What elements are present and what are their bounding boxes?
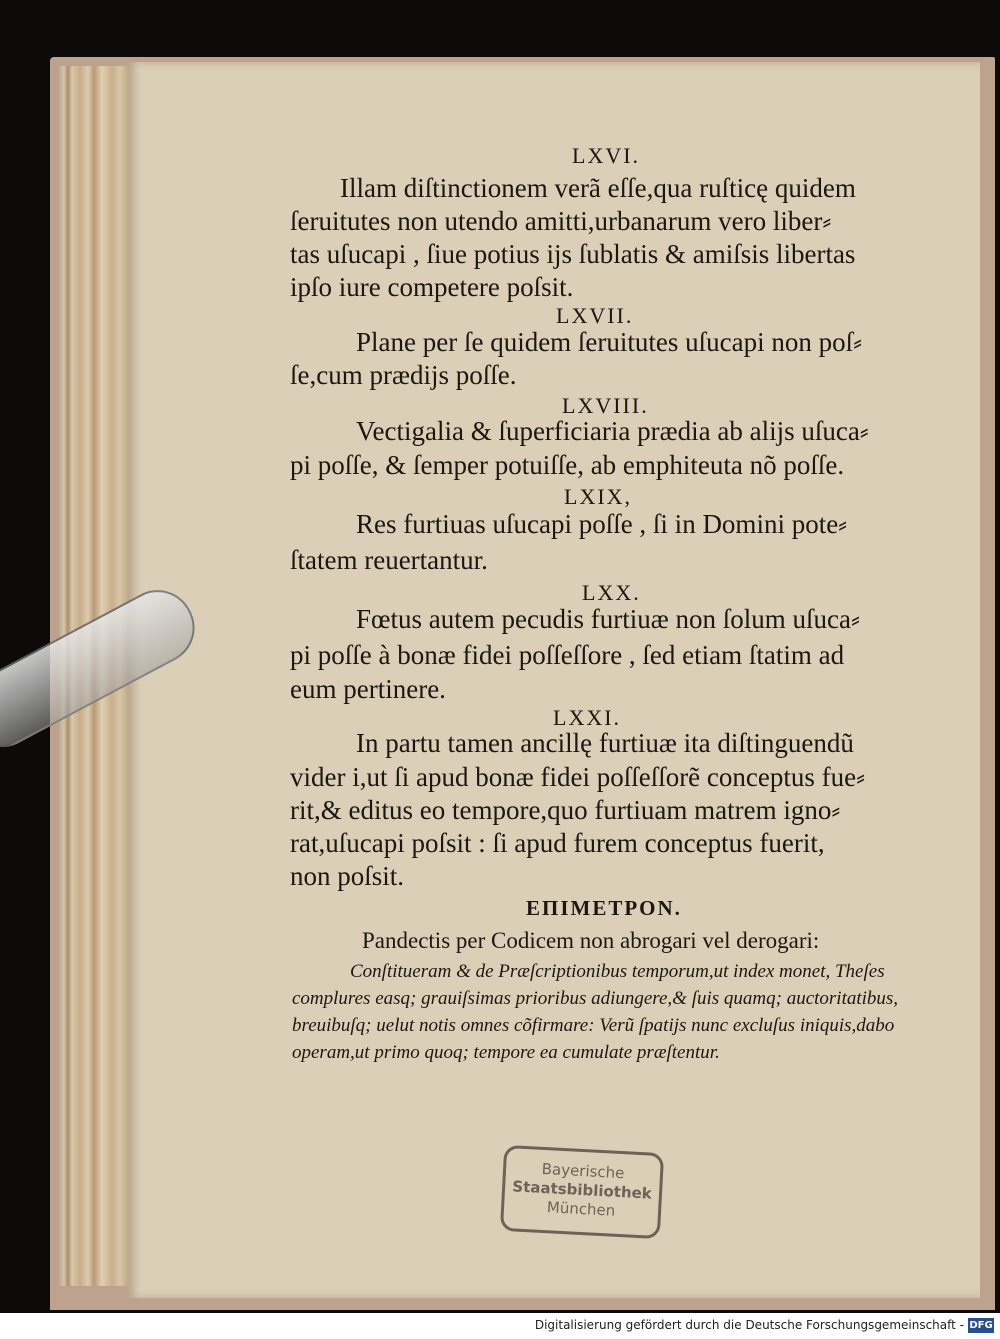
italic-line: complures easq; grauiſsimas prioribus adiungere,& ſuis quamq; auctoritatibus, [292, 988, 899, 1009]
footer-bar [0, 1313, 1000, 1339]
italic-line: Conſtitueram & de Præſcriptionibus temporum,ut index monet, Theſes [350, 961, 885, 982]
text-line: ſtatem reuertantur. [290, 545, 488, 575]
stamp-line: München [546, 1198, 616, 1220]
text-line: tas uſucapi , ſiue potius ijs ſublatis & amiſsis libertas [290, 239, 856, 269]
italic-line: breuibuſq; uelut notis omnes cõfirmare: Verũ ſpatijs nunc excluſus iniquis,dabo [292, 1015, 895, 1036]
text-line: rit,& editus eo tempore,quo furtiuam matrem igno⸗ [290, 795, 841, 825]
text-line: rat,uſucapi poſsit : ſi apud furem conceptus fuerit, [290, 828, 825, 858]
text-line: Vectigalia & ſuperficiaria prædia ab alijs uſuca⸗ [356, 416, 869, 446]
section-heading: LXVIII. [562, 393, 649, 418]
text-line: Fœtus autem pecudis furtiuæ non ſolum uſuca⸗ [356, 604, 860, 634]
text-line: pi poſſe à bonæ fidei poſſeſſore , ſed etiam ſtatim ad [290, 640, 845, 670]
epimetron-statement: Pandectis per Codicem non abrogari vel derogari: [362, 928, 820, 953]
italic-line: operam,ut primo quoq; tempore ea cumulate præſtentur. [292, 1042, 720, 1063]
text-line: vider i,ut ſi apud bonæ fidei poſſeſſorẽ conceptus fue⸗ [290, 762, 866, 792]
text-line: ſe,cum prædijs poſſe. [290, 360, 517, 390]
section-heading: LXVII. [556, 303, 634, 328]
section-heading: LXXI. [553, 705, 622, 730]
text-line: Illam diſtinctionem verã eſſe,qua ruſticę quidem [340, 173, 856, 203]
stamp-line: Bayerische [541, 1159, 625, 1183]
text-line: eum pertinere. [290, 674, 446, 704]
library-stamp [500, 1145, 664, 1239]
text-line: Res furtiuas uſucapi poſſe , ſi in Domini pote⸗ [356, 509, 848, 539]
dfg-logo-icon: DFG [969, 1320, 993, 1331]
stamp-line: Staatsbibliothek [511, 1177, 653, 1203]
epimetron-title: ΕΠΙΜΕΤΡΟΝ. [526, 896, 682, 920]
text-line: In partu tamen ancillę furtiuæ ita diſtinguendũ [356, 728, 854, 758]
section-heading: LXX. [582, 580, 641, 605]
text-line: Plane per ſe quidem ſeruitutes uſucapi non poſ⸗ [356, 327, 863, 357]
text-line: pi poſſe, & ſemper potuiſſe, ab emphiteuta nõ poſſe. [290, 450, 845, 480]
text-line: ſeruitutes non utendo amitti,urbanarum vero liber⸗ [290, 206, 832, 236]
text-line: non poſsit. [290, 861, 405, 891]
text-line: ipſo iure competere poſsit. [290, 272, 574, 302]
section-heading: LXIX, [564, 484, 633, 509]
footer-text: Digitalisierung gefördert durch die Deutsche Forschungsgemeinschaft - [534, 1318, 964, 1332]
section-heading: LXVI. [572, 143, 641, 168]
